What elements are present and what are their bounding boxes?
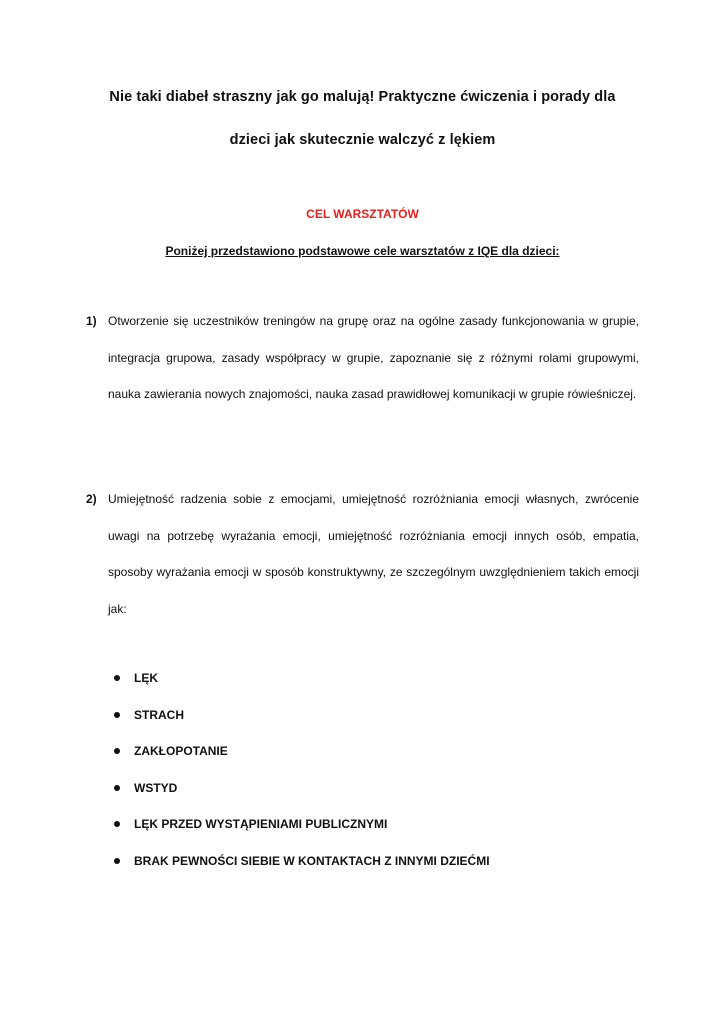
bullet-label: BRAK PEWNOŚCI SIEBIE W KONTAKTACH Z INNYMI DZIEĆMI	[134, 853, 490, 868]
item-text: Umiejętność radzenia sobie z emocjami, umiejętność rozróżniania emocji własnych, zwrócenie uwagi na potrzebę wyrażania emocji, umiejętność rozróżniania emocji innych osób, empatia, sposoby wyrażania emocji w sposób konstruktywny, ze szczególnym uwzględnieniem takich emocji jak:	[108, 492, 639, 616]
emotion-bullet-list	[112, 660, 632, 879]
bullet-icon	[114, 748, 120, 754]
bullet-icon	[114, 785, 120, 791]
bullet-label: STRACH	[134, 707, 184, 722]
bullet-item	[112, 806, 632, 843]
bullet-icon	[114, 675, 120, 681]
bullet-label: ZAKŁOPOTANIE	[134, 744, 228, 758]
bullet-item	[112, 843, 632, 880]
item-number: 2)	[86, 492, 97, 506]
document-title-line-1: Nie taki diabeł straszny jak go malują! Praktyczne ćwiczenia i porady dla	[109, 89, 616, 105]
bullet-item	[112, 770, 632, 807]
item-number: 1)	[86, 314, 97, 328]
bullet-item	[112, 660, 632, 697]
bullet-item	[112, 733, 632, 770]
bullet-icon	[114, 858, 120, 864]
section-heading: CEL WARSZTATÓW	[306, 207, 419, 221]
intro-text: Poniżej przedstawiono podstawowe cele warsztatów z IQE dla dzieci:	[165, 244, 560, 258]
item-text: Otworzenie się uczestników treningów na grupę oraz na ogólne zasady funkcjonowania w grupie, integracja grupowa, zasady współpracy w grupie, zapoznanie się z różnymi rolami grupowymi, nauka zawierania nowych znajomości, nauka zasad prawidłowej komunikacji w grupie rówieśniczej.	[108, 314, 639, 401]
document-title-line-2: dzieci jak skutecznie walczyć z lękiem	[229, 132, 496, 148]
bullet-icon	[114, 821, 120, 827]
bullet-label: LĘK PRZED WYSTĄPIENIAMI PUBLICZNYMI	[134, 817, 388, 831]
bullet-label: WSTYD	[134, 780, 178, 795]
bullet-icon	[114, 712, 120, 718]
bullet-label: LĘK	[134, 671, 158, 685]
bullet-item	[112, 697, 632, 734]
